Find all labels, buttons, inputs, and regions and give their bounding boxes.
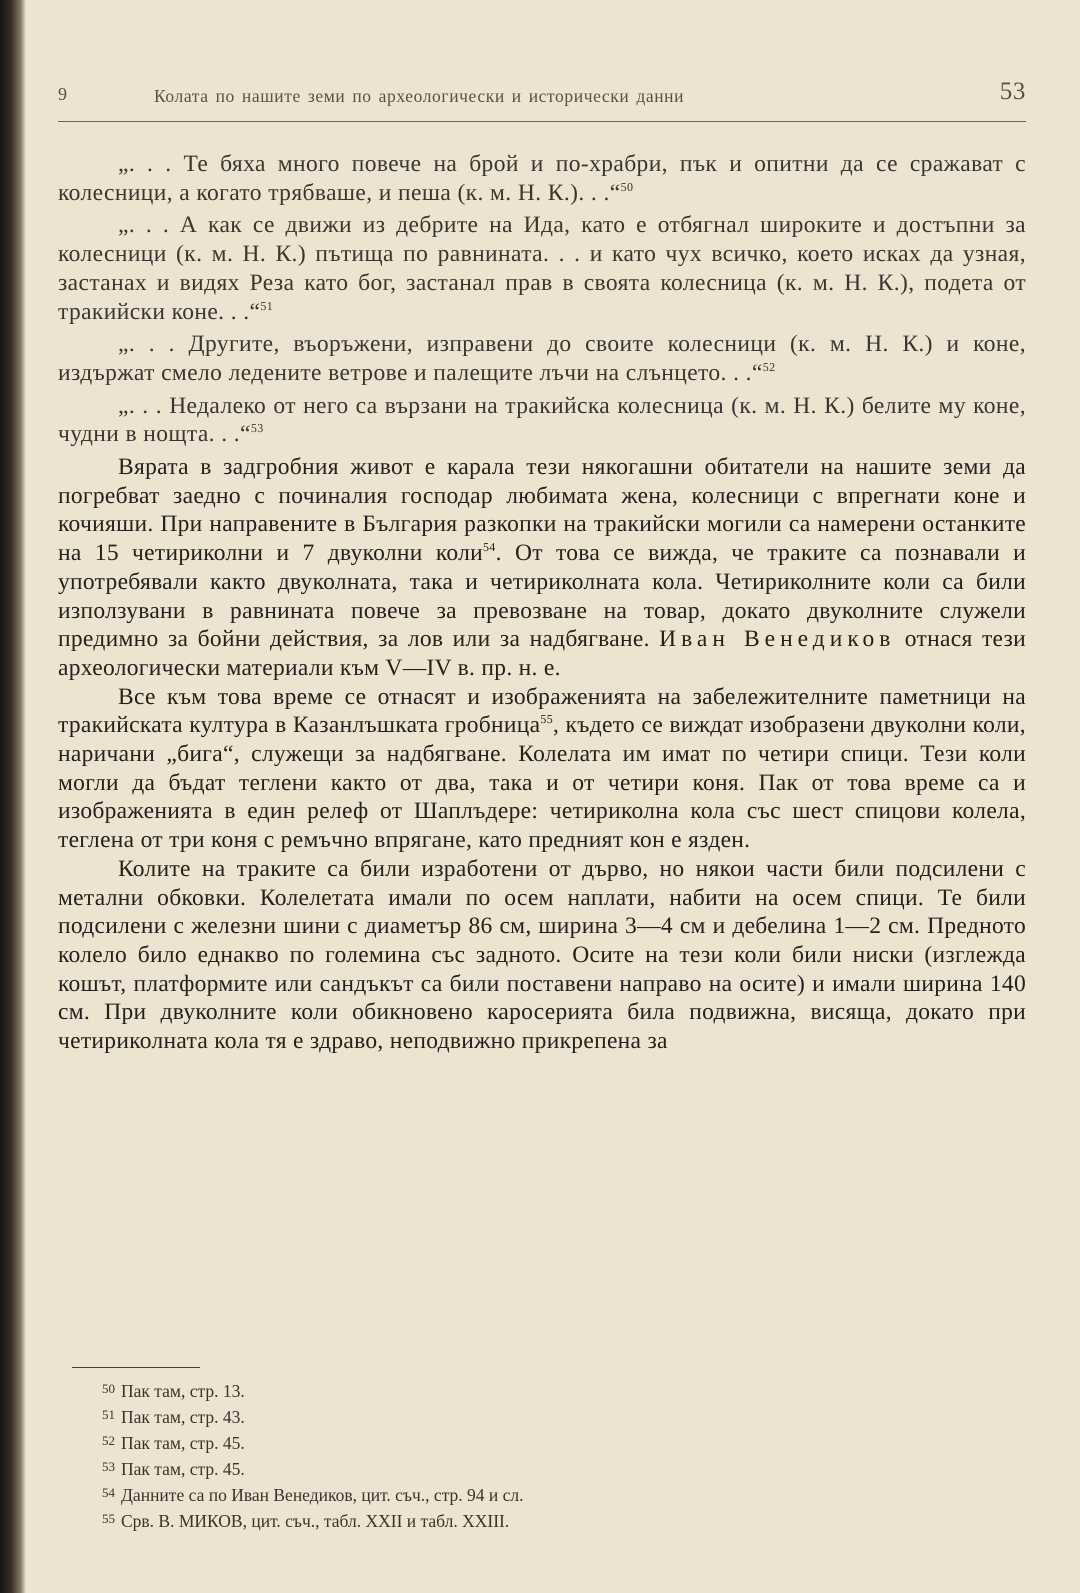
footnotes — [102, 1377, 982, 1533]
footnote-item: $^{52}$ Пак там, стр. 45. — [102, 1433, 245, 1453]
section-number: 9 — [58, 84, 68, 104]
footnote-ref: 53 — [250, 421, 264, 436]
body-text — [58, 150, 1026, 1056]
quote-52: „. . . Другите, въоръжени, изправени до своите колесници (к. м. Н. К.) и коне, издържат смело ледените ветрове и палещите лъчи на слънцето. . .“$^{52}$ — [58, 331, 1026, 386]
footnote-ref: 50 — [620, 179, 634, 194]
footnote-rule — [72, 1367, 200, 1368]
paragraph-kazanlak-tomb: Все към това време се отнасят и изображенията на забележителните паметници на тракийската култура в Казанлъшката гробница$^{55}$, където се виждат изобразени двуколни коли, наричани „бига“, служещи за надбягване. Колелата им имат по четири спици. Тези коли могли да бъдат теглени както от два, така и от четири коня. Пак от това време са и изображенията в един релеф от Шаплъдере: четириколна кола със шест спицови колела, теглена от три коня с ремъчно впрягане, като предният кон е язден. — [58, 683, 1026, 854]
paragraph-burials: Вярата в задгробния живот е карала тези някогашни обитатели на нашите земи да погребват заедно с починалия господар любимата жена, колесници с впрегнати коне и кочияши. При направените в България разкопки на тракийски могили са намерени останките на 15 четириколни и 7 двуколни коли$^{54}$. От това се вижда, че траките са познавали и употребявали както двуколната, така и четириколната кола. Четириколните коли са били използувани в равнината повече за превозване на товар, докато двуколните служели предимно за бойни действия, за лов или за надбягване. Иван Венедиков отнася тези археологически материали към V—IV в. пр. н. е. — [58, 454, 1026, 681]
footnote-ref: 52 — [762, 359, 776, 374]
quote-51: „. . . А как се движи из дебрите на Ида, като е отбягнал широките и достъпни за колесници (к. м. Н. К.) пътища по равнината. . . и като чух всичко, което исках да узная, застанах и видях Реза като бог, застанал прав в своята колесница (к. м. Н. К.), подета от тракийски коне. . .“$^{51}$ — [58, 212, 1026, 325]
quote-50: „. . . Те бяха много повече на брой и по-храбри, пък и опитни да се сражават с колесници, а когато трябваше, и пеша (к. м. Н. К.). . .“$^{50}$ — [58, 151, 1026, 206]
book-spine-shadow — [0, 0, 26, 1593]
book-page — [58, 0, 1026, 1593]
footnote-item: $^{55}$ Срв. В. МИКОВ, цит. съч., табл. XXII и табл. XXIII. — [102, 1511, 510, 1531]
running-header — [58, 78, 1026, 112]
footnote-ref: 51 — [260, 298, 274, 313]
footnote-ref: 55 — [540, 712, 553, 727]
footnote-item: $^{54}$ Данните са по Иван Венедиков, цит. съч., стр. 94 и сл. — [102, 1485, 524, 1505]
footnote-item: $^{51}$ Пак там, стр. 43. — [102, 1407, 245, 1427]
footnote-item: $^{53}$ Пак там, стр. 45. — [102, 1459, 245, 1479]
quote-53: „. . . Недалеко от него са вързани на тракийска колесница (к. м. Н. К.) белите му коне, чудни в нощта. . .“$^{53}$ — [58, 392, 1026, 448]
paragraph-construction: Колите на траките са били изработени от дърво, но някои части били подсилени с метални обковки. Колелетата имали по осем наплати, набити на осем спици. Те били подсилени с железни шини с диаметър 86 см, ширина 3—4 см и дебелина 1—2 см. Предното колело било еднакво по големина със задното. Осите на тези коли били ниски (изглежда кошът, платформите или сандъкът са били поставени направо на осите) и имали ширина 140 см. При двуколните коли обикновено каросерията била подвижна, висяща, докато при четириколната кола тя е здраво, неподвижно прикрепена за — [58, 855, 1026, 1055]
page-number: 53 — [999, 78, 1026, 105]
footnote-item: $^{50}$ Пак там, стр. 13. — [102, 1381, 245, 1401]
author-name: Иван Венедиков — [659, 626, 896, 653]
header-rule — [58, 121, 1026, 122]
footnote-ref: 54 — [483, 540, 496, 555]
running-title: Колата по нашите земи по археологически и исторически данни — [154, 86, 685, 106]
